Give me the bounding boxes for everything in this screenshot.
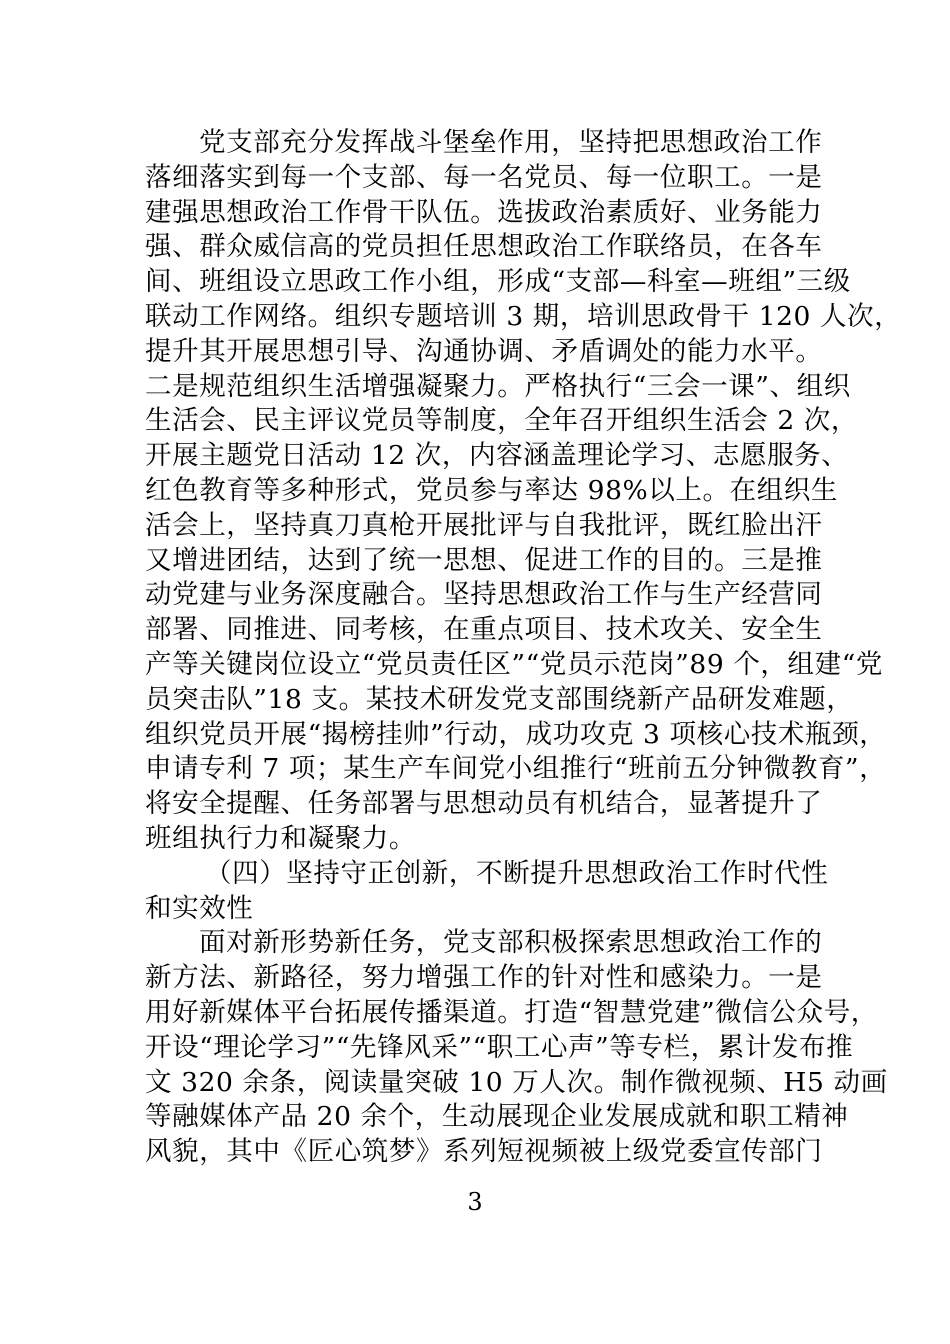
page-number: 3	[467, 1188, 483, 1216]
text-line: 申请专利 7 项；某生产车间党小组推行“班前五分钟微教育”，	[145, 753, 887, 785]
text-line: 党支部充分发挥战斗堡垒作用，坚持把思想政治工作	[199, 127, 823, 158]
paragraph	[145, 926, 888, 1170]
paragraph	[145, 126, 902, 857]
document-body	[145, 126, 902, 1170]
text-line: 等融媒体产品 20 余个，生动展现企业发展成就和职工精神	[145, 1101, 849, 1133]
text-line: 新方法、新路径，努力增强工作的针对性和感染力。一是	[145, 962, 823, 994]
text-line: 联动工作网络。组织专题培训 3 期，培训思政骨干 120 人次，	[145, 300, 902, 332]
text-line: 风貌，其中《匠心筑梦》系列短视频被上级党委宣传部门	[145, 1136, 823, 1168]
text-line: 活会上，坚持真刀真枪开展批评与自我批评，既红脸出汗	[145, 509, 823, 541]
text-line: 生活会、民主评议党员等制度，全年召开组织生活会 2 次，	[145, 405, 859, 437]
text-line: 间、班组设立思政工作小组，形成“支部—科室—班组”三级	[145, 266, 851, 298]
text-line: 班组执行力和凝聚力。	[145, 822, 416, 854]
text-line: 强、群众威信高的党员担任思想政治工作联络员，在各车	[145, 231, 823, 263]
text-line: 和实效性	[145, 892, 254, 924]
text-line: （四）坚持守正创新，不断提升思想政治工作时代性	[205, 857, 829, 889]
text-line: 将安全提醒、任务部署与思想动员有机结合，显著提升了	[145, 788, 823, 820]
text-line: 又增进团结，达到了统一思想、促进工作的目的。三是推	[145, 544, 823, 576]
text-line: 红色教育等多种形式，党员参与率达 98%以上。在组织生	[145, 474, 839, 506]
text-line: 动党建与业务深度融合。坚持思想政治工作与生产经营同	[145, 579, 823, 611]
text-line: 员突击队”18 支。某技术研发党支部围绕新产品研发难题，	[145, 683, 854, 715]
text-line: 开设“理论学习”“先锋风采”“职工心声”等专栏，累计发布推	[145, 1031, 854, 1063]
text-line: 提升其开展思想引导、沟通协调、矛盾调处的能力水平。	[145, 335, 823, 367]
text-line: 落细落实到每一个支部、每一名党员、每一位职工。一是	[145, 161, 823, 193]
text-line: 面对新形势新任务，党支部积极探索思想政治工作的	[199, 927, 823, 959]
text-line: 二是规范组织生活增强凝聚力。严格执行“三会一课”、组织	[145, 370, 851, 402]
text-line: 建强思想政治工作骨干队伍。选拔政治素质好、业务能力	[145, 196, 823, 228]
text-line: 部署、同推进、同考核，在重点项目、技术攻关、安全生	[145, 614, 823, 646]
text-line: 文 320 余条，阅读量突破 10 万人次。制作微视频、H5 动画	[145, 1066, 888, 1098]
text-line: 开展主题党日活动 12 次，内容涵盖理论学习、志愿服务、	[145, 440, 849, 472]
text-line: 产等关键岗位设立“党员责任区”“党员示范岗”89 个，组建“党	[145, 648, 883, 680]
text-line: 组织党员开展“揭榜挂帅”行动，成功攻克 3 项核心技术瓶颈，	[145, 718, 887, 750]
text-line: 用好新媒体平台拓展传播渠道。打造“智慧党建”微信公众号，	[145, 996, 878, 1028]
section-heading	[145, 857, 835, 927]
